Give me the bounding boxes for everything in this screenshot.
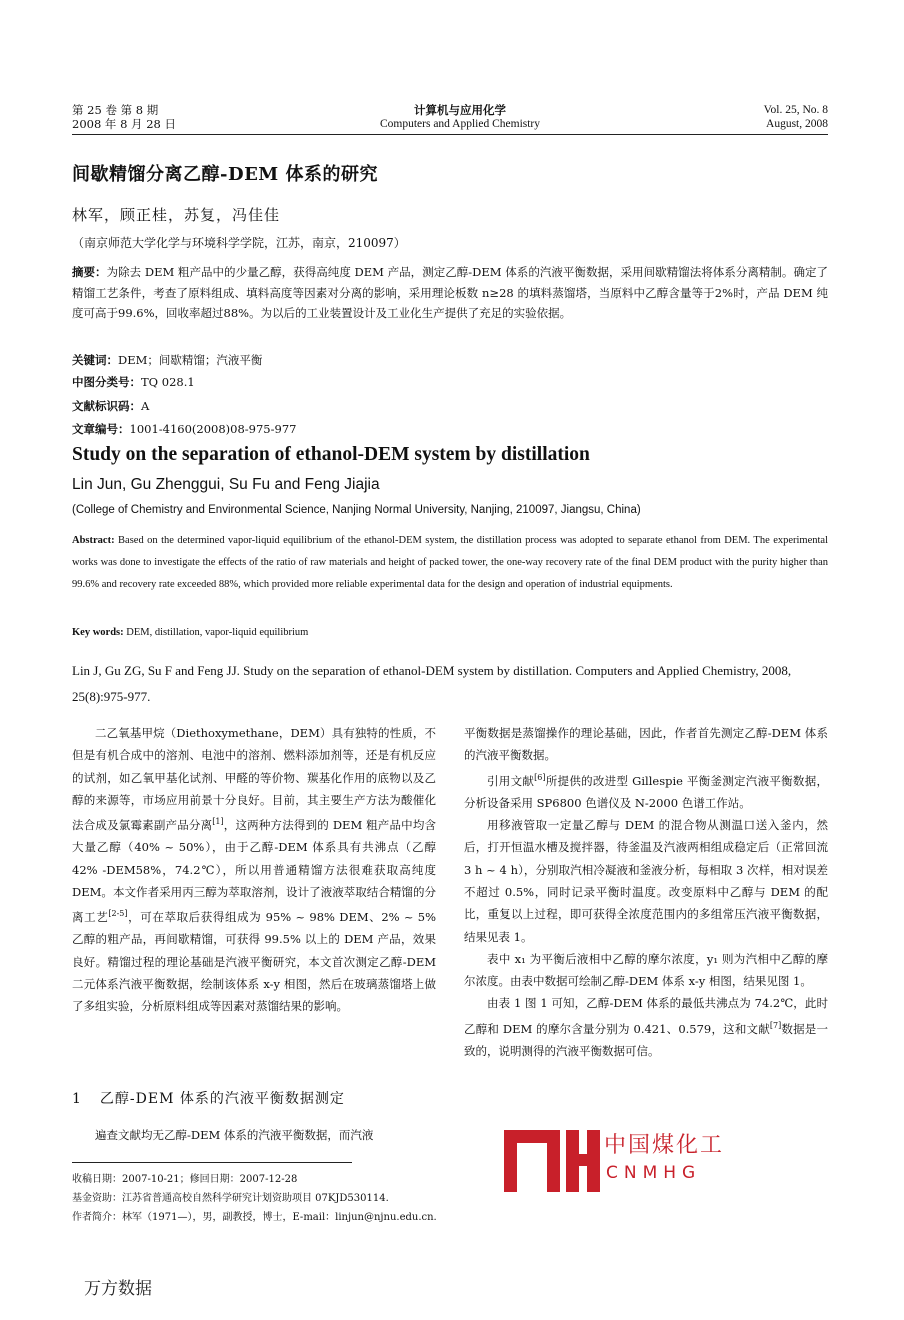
body-right-column bbox=[464, 722, 828, 1062]
method-text-2: 所提供的改进型 Gillespie 平衡釜测定汽液平衡数据，分析设备采用 SP6800 色谱仪及 N-2000 色谱工作站。 bbox=[464, 773, 828, 810]
procedure-paragraph: 用移液管取一定量乙醇与 DEM 的混合物从测温口送入釜内，然后，打开恒温水槽及搅拌器，待釜温及汽液两相组成稳定后（正常回流 3 h ~ 4 h），分别取汽相冷凝液和釜液分析，每相取 3 次样，相对误差不超过 0.5%，同时记录平衡时温度。改变原料中乙醇与 DEM 的配比，重复以上过程，即可获得全浓度范围内的多组常压汽液平衡数据，结果见表 1。 bbox=[464, 818, 828, 944]
journal-name bbox=[340, 103, 580, 131]
method-text-1: 引用文献 bbox=[487, 773, 535, 788]
ref-2-5: [2-5] bbox=[108, 909, 128, 919]
section-title: 乙醇-DEM 体系的汽液平衡数据测定 bbox=[99, 1091, 345, 1107]
journal-volume-en bbox=[764, 103, 828, 131]
vle-intro-text: 平衡数据是蒸馏操作的理论基础，因此，作者首先测定乙醇-DEM 体系的汽液平衡数据。 bbox=[464, 726, 828, 763]
article-number bbox=[72, 419, 296, 440]
intro-text-1: 二乙氧基甲烷（Diethoxymethane，DEM）具有独特的性质，不但是有机合成中的溶剂、电池中的溶剂、燃料添加剂等，还是有机反应的试剂，如乙氧甲基化试剂、甲醛的等价物、羰基化作用的底物以及乙醇的来源等，市场应用前景十分良好。目前，其主要生产方法为酸催化法合成及氯霉素副产品分离 bbox=[72, 726, 436, 833]
section-number: 1 bbox=[72, 1091, 82, 1107]
doc-code-label: 文献标识码： bbox=[72, 399, 141, 413]
issue-date: 2008 年 8 月 28 日 bbox=[72, 117, 176, 131]
volume-issue: 第 25 卷 第 8 期 bbox=[72, 103, 159, 117]
abstract-cn bbox=[72, 262, 828, 324]
ref-7: [7] bbox=[769, 1020, 782, 1030]
body-left-column bbox=[72, 722, 436, 1018]
section-1-paragraph bbox=[72, 1124, 436, 1146]
intro-text-2: ，这两种方法得到的 DEM 粗产品中均含大量乙醇（40% ~ 50%），由于乙醇-DEM 体系具有共沸点（乙醇 42% -DEM58%，74.2℃），所以用普通精馏方法很难获取高纯度 DEM。本文作者采用丙三醇为萃取溶剂，设计了液液萃取结合精馏的分离工艺 bbox=[72, 818, 437, 925]
header-rule bbox=[72, 134, 828, 135]
clc-number bbox=[72, 372, 195, 393]
ref-6: [6] bbox=[534, 772, 546, 782]
section-1-text: 遍查文献均无乙醇-DEM 体系的汽液平衡数据，而汽液 bbox=[95, 1128, 374, 1142]
clc-label: 中图分类号： bbox=[72, 375, 141, 389]
affiliation-en: (College of Chemistry and Environmental Science, Nanjing Normal University, Nanjing, 210097, Jiangsu, China) bbox=[72, 504, 641, 516]
intro-text-3: ，可在萃取后获得组成为 95% ~ 98% DEM、2% ~ 5% 乙醇的粗产品，再间歇精馏，可获得 99.5% 以上的 DEM 产品，效果良好。精馏过程的理论基础是汽液平衡研究，本文首次测定乙醇-DEM 二元体系汽液平衡数据，绘制该体系 x-y 相图，然后在玻璃蒸馏塔上做了多组实验，分析原料组成等因素对蒸馏结果的影响。 bbox=[72, 910, 437, 1014]
doc-code bbox=[72, 396, 149, 417]
intro-paragraph bbox=[72, 722, 436, 1018]
wanfang-watermark: 万方数据 bbox=[84, 1279, 152, 1299]
title-en: Study on the separation of ethanol-DEM system by distillation bbox=[72, 444, 590, 465]
citation: Lin J, Gu ZG, Su F and Feng JJ. Study on the separation of ethanol-DEM system by distillation. Computers and Applied Chemistry, 2008, 25(8):975-977. bbox=[72, 663, 792, 704]
journal-name-en: Computers and Applied Chemistry bbox=[379, 118, 541, 130]
journal-issue bbox=[72, 103, 176, 131]
table-note-paragraph: 表中 x₁ 为平衡后液相中乙醇的摩尔浓度，y₁ 则为汽相中乙醇的摩尔浓度。由表中数据可绘制乙醇-DEM 体系 x-y 相图，结果见图 1。 bbox=[464, 951, 828, 989]
abstract-cn-label: 摘要： bbox=[72, 265, 107, 279]
journal-name-cn: 计算机与应用化学 bbox=[414, 103, 506, 117]
result-text-2: 数据是一致的，说明测得的汽液平衡数据可信。 bbox=[464, 1021, 828, 1058]
date-en: August, 2008 bbox=[766, 118, 828, 130]
keywords-cn bbox=[72, 350, 262, 371]
ref-1: [1] bbox=[212, 817, 224, 827]
footnotes bbox=[72, 1170, 572, 1227]
authors-cn: 林军，顾正桂，苏复，冯佳佳 bbox=[72, 206, 281, 224]
article-no-text: 1001-4160(2008)08-975-977 bbox=[129, 422, 297, 436]
abstract-en-text: Based on the determined vapor-liquid equilibrium of the ethanol-DEM system, the distillation process was adopted to separate ethanol from DEM. The experimental works was done to investigate the effects of the ratio of raw materials and height of packed tower, the one-way recovery rate of the final DEM product with the purity higher than 99.6% and recovery rate exceeded 88%, which provided more reliable experimental data for the design and operation of industrial equipments. bbox=[72, 535, 828, 590]
footnote-fund: 基金资助：江苏省普通高校自然科学研究计划资助项目 07KJD530114. bbox=[72, 1193, 389, 1204]
clc-text: TQ 028.1 bbox=[141, 375, 195, 389]
keywords-en bbox=[72, 622, 308, 644]
result-text-1: 由表 1 图 1 可知，乙醇-DEM 体系的最低共沸点为 74.2℃，此时乙醇和 DEM 的摩尔含量分别为 0.421、0.579，这和文献 bbox=[464, 996, 828, 1036]
footnote-received: 收稿日期：2007-10-21；修回日期：2007-12-28 bbox=[72, 1174, 298, 1185]
affiliation-cn: （南京师范大学化学与环境科学学院，江苏，南京，210097） bbox=[72, 236, 406, 250]
title-cn: 间歇精馏分离乙醇-DEM 体系的研究 bbox=[72, 164, 378, 185]
section-1-heading bbox=[72, 1088, 345, 1108]
authors-en: Lin Jun, Gu Zhenggui, Su Fu and Feng Jiajia bbox=[72, 476, 380, 493]
logo-text-cn: 中国煤化工 bbox=[604, 1133, 725, 1158]
logo-text-en: CNMHG bbox=[606, 1163, 702, 1183]
keywords-en-label: Key words: bbox=[72, 627, 124, 638]
article-no-label: 文章编号： bbox=[72, 422, 130, 436]
volume-en: Vol. 25, No. 8 bbox=[763, 104, 828, 116]
keywords-en-text: DEM, distillation, vapor-liquid equilibrium bbox=[126, 627, 309, 638]
method-paragraph bbox=[464, 767, 828, 814]
abstract-en-label: Abstract: bbox=[72, 535, 115, 546]
footnote-author: 作者简介：林军（1971—），男，副教授，博士，E-mail：linjun@njnu.edu.cn. bbox=[72, 1212, 437, 1223]
abstract-cn-text: 为除去 DEM 粗产品中的少量乙醇，获得高纯度 DEM 产品，测定乙醇-DEM 体系的汽液平衡数据，采用间歇精馏法将体系分离精制。确定了精馏工艺条件，考查了原料组成、填料高度等因素对分离的影响，采用理论板数 n≥28 的填料蒸馏塔，当原料中乙醇含量等于2%时，产品 DEM 纯度可高于99.6%，回收率超过88%。为以后的工业装置设计及工业化生产提供了充足的实验依据。 bbox=[72, 265, 829, 320]
footnote-rule bbox=[72, 1162, 352, 1163]
abstract-en bbox=[72, 530, 828, 596]
keywords-cn-text: DEM；间歇精馏；汽液平衡 bbox=[118, 353, 263, 367]
result-paragraph bbox=[464, 992, 828, 1062]
keywords-cn-label: 关键词： bbox=[72, 353, 118, 367]
doc-code-text: A bbox=[141, 399, 150, 413]
